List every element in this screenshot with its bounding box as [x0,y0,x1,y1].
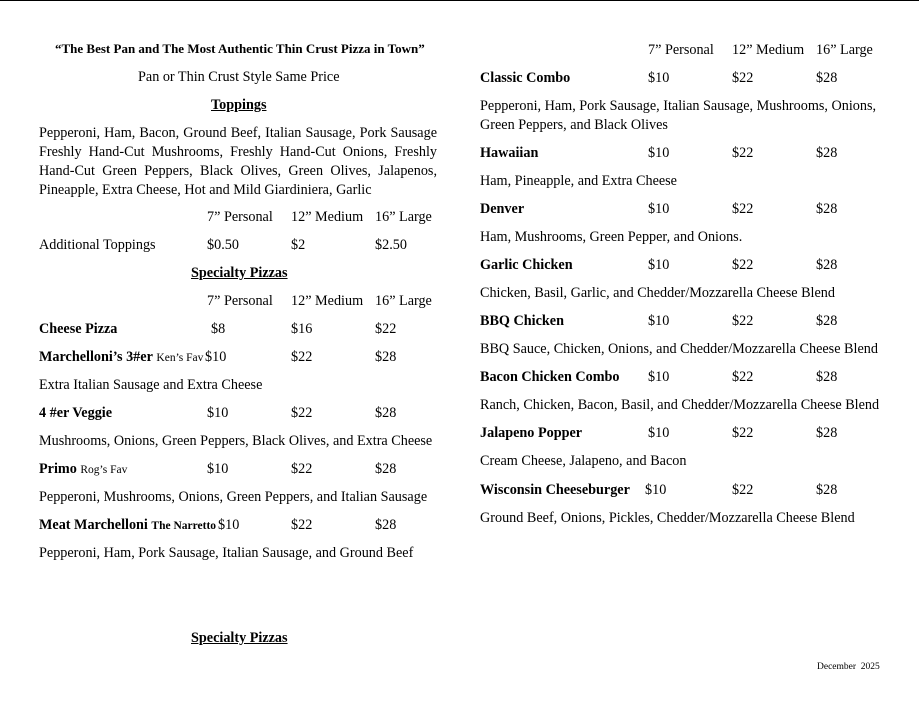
top-border-line [0,0,919,1]
price-large: $28 [816,257,838,273]
pizza-name: 4 #er Veggie [39,405,113,421]
price-large: $28 [816,70,838,86]
additional-toppings-label: Additional Toppings [39,237,156,253]
pizza-name: Classic Combo [480,70,571,86]
size-header-personal: 7” Personal [648,42,714,58]
price-medium: $22 [732,70,754,86]
price-personal: $10 [648,425,670,441]
price-personal: $10 [648,313,670,329]
size-header-medium: 12” Medium [291,209,364,225]
pizza-note: The Narretto [151,520,217,532]
pizza-description: Extra Italian Sausage and Extra Cheese [39,377,263,393]
pizza-name-row [39,348,203,367]
price-personal: $10 [205,349,227,365]
price-large: $28 [375,349,397,365]
price-medium: $22 [732,201,754,217]
toppings-heading: Toppings [211,97,267,113]
price-personal: $10 [648,257,670,273]
price-large: $28 [816,313,838,329]
additional-toppings-price-medium: $2 [291,237,306,253]
pizza-name: Marchelloni’s 3#er [39,349,153,365]
price-large: $28 [375,461,397,477]
pizza-description: Ham, Mushrooms, Green Pepper, and Onions. [480,229,743,245]
price-personal: $10 [648,145,670,161]
pizza-description: Mushrooms, Onions, Green Peppers, Black Olives, and Extra Cheese [39,433,433,449]
pizza-name: Jalapeno Popper [480,425,583,441]
pizza-description: Ground Beef, Onions, Pickles, Chedder/Mozzarella Cheese Blend [480,510,855,526]
size-header-personal: 7” Personal [207,293,273,309]
price-personal: $10 [218,517,240,533]
price-medium: $22 [732,257,754,273]
price-medium: $22 [291,517,313,533]
pizza-name: Cheese Pizza [39,321,118,337]
size-header-large: 16” Large [375,209,432,225]
specialty-pizzas-heading-bottom: Specialty Pizzas [191,630,288,646]
pizza-name: Denver [480,201,525,217]
price-large: $28 [375,517,397,533]
pizza-description: BBQ Sauce, Chicken, Onions, and Chedder/Mozzarella Cheese Blend [480,341,878,357]
size-header-personal: 7” Personal [207,209,273,225]
price-personal: $10 [207,461,229,477]
price-personal: $10 [207,405,229,421]
footer-date: December 2025 [817,662,880,672]
additional-toppings-price-large: $2.50 [375,237,407,253]
pizza-note: Ken’s Fav [156,352,204,364]
size-header-large: 16” Large [375,293,432,309]
pizza-note: Rog’s Fav [80,464,128,476]
price-medium: $22 [732,145,754,161]
price-large: $28 [816,482,838,498]
tagline: “The Best Pan and The Most Authentic Thin Crust Pizza in Town” [55,41,425,56]
price-medium: $22 [291,349,313,365]
pizza-description: Pepperoni, Ham, Pork Sausage, Italian Sausage, Mushrooms, Onions, Green Peppers, and Black Olives [480,98,877,133]
price-large: $28 [816,201,838,217]
pizza-description: Pepperoni, Mushrooms, Onions, Green Peppers, and Italian Sausage [39,489,428,505]
specialty-pizzas-heading: Specialty Pizzas [191,265,288,281]
pizza-name-row [39,460,127,479]
price-personal: $8 [211,321,226,337]
pizza-description: Chicken, Basil, Garlic, and Chedder/Mozzarella Cheese Blend [480,285,835,301]
price-medium: $22 [291,461,313,477]
pizza-description: Cream Cheese, Jalapeno, and Bacon [480,453,687,469]
pizza-name: Primo [39,461,77,477]
pizza-description: Ham, Pineapple, and Extra Cheese [480,173,677,189]
pizza-name: Wisconsin Cheeseburger [480,482,630,498]
pizza-description: Ranch, Chicken, Bacon, Basil, and Chedder/Mozzarella Cheese Blend [480,397,880,413]
pizza-name: Bacon Chicken Combo [480,369,620,385]
price-personal: $10 [645,482,667,498]
pizza-name: Garlic Chicken [480,257,573,273]
price-large: $28 [816,369,838,385]
toppings-list: Pepperoni, Ham, Bacon, Ground Beef, Italian Sausage, Pork Sausage Freshly Hand-Cut Mushrooms, Freshly Hand-Cut Onions, Freshly Hand-Cut Green Peppers, Black Olives, Green Olives, Jalapenos, Pineapple, Extra Cheese, Hot and Mild Giardiniera, Garlic [39,125,437,198]
pizza-name: Meat Marchelloni [39,517,148,533]
pizza-name: BBQ Chicken [480,313,564,329]
price-personal: $10 [648,201,670,217]
pizza-description: Pepperoni, Ham, Pork Sausage, Italian Sausage, and Ground Beef [39,545,414,561]
price-large: $28 [816,145,838,161]
additional-toppings-price-personal: $0.50 [207,237,239,253]
price-medium: $16 [291,321,313,337]
price-medium: $22 [291,405,313,421]
price-medium: $22 [732,369,754,385]
price-large: $22 [375,321,397,337]
pizza-name-row [39,516,216,535]
price-personal: $10 [648,369,670,385]
size-header-medium: 12” Medium [732,42,805,58]
price-medium: $22 [732,313,754,329]
price-medium: $22 [732,482,754,498]
size-header-large: 16” Large [816,42,873,58]
price-large: $28 [816,425,838,441]
price-medium: $22 [732,425,754,441]
pizza-name: Hawaiian [480,145,539,161]
price-large: $28 [375,405,397,421]
price-personal: $10 [648,70,670,86]
same-price-note: Pan or Thin Crust Style Same Price [138,69,340,85]
size-header-medium: 12” Medium [291,293,364,309]
